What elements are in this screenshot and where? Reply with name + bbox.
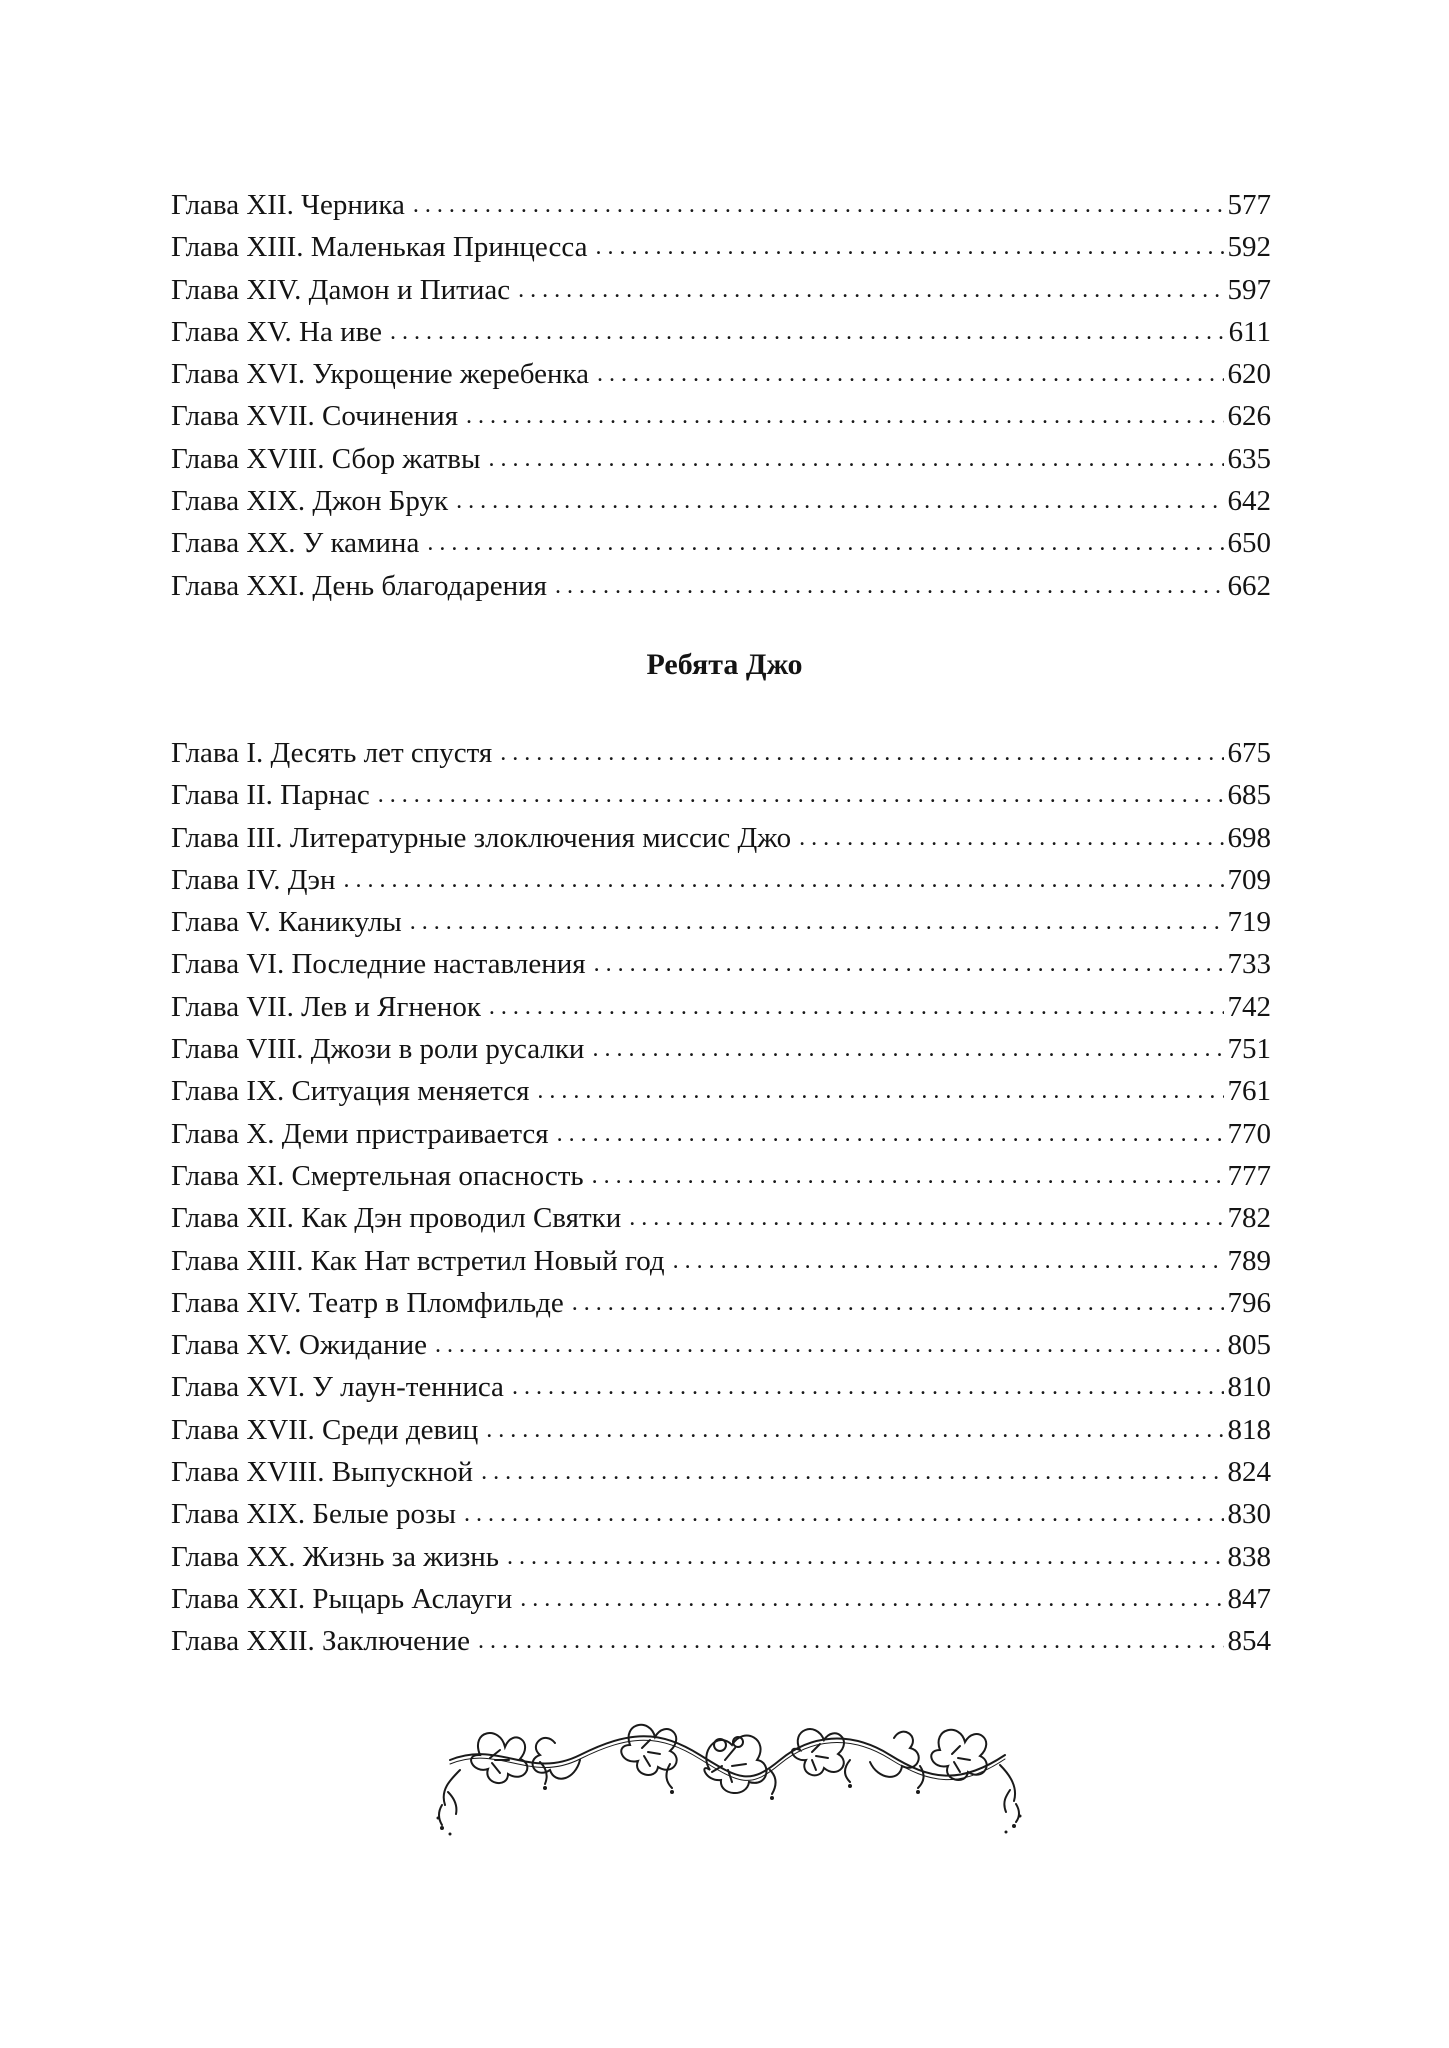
toc-entry-title: Глава XIV. Театр в Пломфильде (171, 1286, 564, 1319)
dot-leader (597, 353, 1223, 395)
toc-entry (171, 732, 1271, 774)
dot-leader (464, 1493, 1224, 1535)
toc-entry-page: 675 (1227, 737, 1271, 769)
toc-entry-title: Глава V. Каникулы (171, 906, 402, 939)
toc-entry-page: 777 (1227, 1159, 1271, 1192)
toc-entry-title: Глава XXI. День благодарения (171, 569, 547, 602)
toc-entry-page: 635 (1227, 442, 1271, 475)
toc-entry-title: Глава XIV. Дамон и Питиас (171, 273, 511, 306)
toc-entry-page: 577 (1227, 189, 1271, 221)
toc-entry-page: 709 (1227, 863, 1271, 896)
dot-leader (500, 732, 1223, 774)
toc-entry-title: Глава XIX. Джон Брук (171, 485, 449, 518)
toc-entry (171, 986, 1271, 1028)
toc-entry-title: Глава II. Парнас (171, 779, 370, 812)
dot-leader (592, 1155, 1224, 1197)
toc-entry-title: Глава XXI. Рыцарь Аслауги (171, 1582, 513, 1615)
vine-ornament-icon (420, 1700, 1030, 1850)
toc-entry-page: 650 (1227, 527, 1271, 560)
toc-entry-title: Глава XII. Черника (171, 189, 405, 221)
toc-entry (171, 438, 1271, 480)
dot-leader (518, 269, 1223, 311)
toc-entry-page: 662 (1227, 569, 1271, 602)
toc-entry-page: 751 (1227, 1033, 1271, 1066)
toc-entry-page: 770 (1227, 1117, 1271, 1150)
dot-leader (507, 1536, 1223, 1578)
toc-entry-page: 782 (1227, 1202, 1271, 1235)
dot-leader (594, 943, 1224, 985)
toc-entry-page: 810 (1227, 1371, 1271, 1404)
toc-entry-page: 742 (1227, 990, 1271, 1023)
toc-entry-page: 847 (1227, 1582, 1271, 1615)
toc-entry-page: 685 (1227, 779, 1271, 812)
dot-leader (673, 1240, 1224, 1282)
toc-entry (171, 943, 1271, 985)
toc-entry (171, 1155, 1271, 1197)
toc-entry (171, 1451, 1271, 1493)
toc-entry-title: Глава XV. Ожидание (171, 1329, 428, 1362)
dot-leader (572, 1282, 1224, 1324)
toc-entry-page: 733 (1227, 948, 1271, 981)
toc-entry-page: 854 (1227, 1625, 1271, 1658)
toc-entry-page: 642 (1227, 485, 1271, 518)
toc-entry (171, 395, 1271, 437)
toc-entry-page: 789 (1227, 1244, 1271, 1277)
toc-entry (171, 1620, 1271, 1662)
toc-entry (171, 774, 1271, 816)
toc-entry-page: 620 (1227, 358, 1271, 391)
toc-entry-page: 698 (1227, 821, 1271, 854)
toc-entry-page: 611 (1228, 315, 1271, 348)
toc-entry-title: Глава XV. На иве (171, 315, 382, 348)
toc-entry (171, 1197, 1271, 1239)
toc-entry-page: 719 (1227, 906, 1271, 939)
toc-entry-title: Глава XII. Как Дэн проводил Святки (171, 1202, 622, 1235)
toc-entry (171, 226, 1271, 268)
toc-entry-page: 824 (1227, 1456, 1271, 1489)
dot-leader (555, 565, 1224, 607)
toc-entry-title: Глава VIII. Джози в роли русалки (171, 1033, 585, 1066)
toc-entry-title: Глава I. Десять лет спустя (171, 737, 493, 769)
toc-entry (171, 353, 1271, 395)
toc-entry (171, 1536, 1271, 1578)
toc-entry-page: 838 (1227, 1540, 1271, 1573)
dot-leader (486, 1409, 1223, 1451)
toc-entry-title: Глава XX. У камина (171, 527, 420, 560)
toc-entry-page: 805 (1227, 1329, 1271, 1362)
toc-entry-title: Глава X. Деми пристраивается (171, 1117, 549, 1150)
dot-leader (390, 311, 1225, 353)
toc-entry-page: 818 (1227, 1413, 1271, 1446)
toc-entry-title: Глава IV. Дэн (171, 863, 336, 896)
toc-entry-title: Глава XVI. У лаун-тенниса (171, 1371, 504, 1404)
toc-entry (171, 1028, 1271, 1070)
dot-leader (427, 522, 1223, 564)
toc-entry (171, 1240, 1271, 1282)
toc-entry-page: 796 (1227, 1286, 1271, 1319)
toc-entry-title: Глава XX. Жизнь за жизнь (171, 1540, 500, 1573)
toc-entry (171, 1070, 1271, 1112)
toc-entry-page: 597 (1227, 273, 1271, 306)
toc-entry-page: 830 (1227, 1498, 1271, 1531)
toc-entry (171, 859, 1271, 901)
toc-entry-title: Глава XXII. Заключение (171, 1625, 470, 1658)
toc-entry-title: Глава VII. Лев и Ягненок (171, 990, 481, 1023)
toc-entry-page: 626 (1227, 400, 1271, 433)
toc-entry (171, 480, 1271, 522)
toc-entry (171, 1493, 1271, 1535)
toc-entry-title: Глава XVIII. Выпускной (171, 1456, 474, 1489)
dot-leader (799, 817, 1223, 859)
toc-entry (171, 1324, 1271, 1366)
toc-entry-title: Глава XVIII. Сбор жатвы (171, 442, 481, 475)
toc-entry-title: Глава IX. Ситуация меняется (171, 1075, 530, 1108)
toc-entry (171, 565, 1271, 607)
section-heading: Ребята Джо (646, 648, 803, 681)
dot-leader (537, 1070, 1223, 1112)
dot-leader (410, 901, 1224, 943)
toc-entry (171, 901, 1271, 943)
toc-entry (171, 1282, 1271, 1324)
dot-leader (478, 1620, 1224, 1662)
toc-entry-page: 592 (1227, 231, 1271, 264)
toc-entry-title: Глава XIII. Как Нат встретил Новый год (171, 1244, 665, 1277)
dot-leader (435, 1324, 1223, 1366)
dot-leader (413, 184, 1224, 226)
dot-leader (456, 480, 1223, 522)
table-of-contents-part-2 (171, 732, 1271, 1663)
toc-entry (171, 817, 1271, 859)
dot-leader (592, 1028, 1223, 1070)
toc-entry-title: Глава XVI. Укрощение жеребенка (171, 358, 590, 391)
toc-entry-title: Глава XVII. Среди девиц (171, 1413, 479, 1446)
dot-leader (466, 395, 1223, 437)
toc-entry (171, 1113, 1271, 1155)
toc-entry (171, 184, 1271, 226)
dot-leader (557, 1113, 1224, 1155)
toc-entry-title: Глава XIII. Маленькая Принцесса (171, 231, 588, 264)
toc-entry (171, 1578, 1271, 1620)
dot-leader (595, 226, 1223, 268)
dot-leader (488, 438, 1223, 480)
toc-entry (171, 311, 1271, 353)
table-of-contents-part-1 (171, 184, 1271, 607)
dot-leader (512, 1366, 1224, 1408)
toc-entry-title: Глава XIX. Белые розы (171, 1498, 456, 1531)
dot-leader (481, 1451, 1223, 1493)
dot-leader (629, 1197, 1223, 1239)
toc-entry (171, 522, 1271, 564)
dot-leader (520, 1578, 1223, 1620)
toc-entry-title: Глава VI. Последние наставления (171, 948, 586, 981)
dot-leader (489, 986, 1224, 1028)
toc-entry-title: Глава XVII. Сочинения (171, 400, 459, 433)
toc-entry-title: Глава III. Литературные злоключения миссис Джо (171, 821, 792, 854)
toc-entry-page: 761 (1227, 1075, 1271, 1108)
toc-entry-title: Глава XI. Смертельная опасность (171, 1159, 584, 1192)
toc-entry (171, 269, 1271, 311)
toc-entry (171, 1366, 1271, 1408)
dot-leader (378, 774, 1224, 816)
dot-leader (343, 859, 1223, 901)
toc-entry (171, 1409, 1271, 1451)
